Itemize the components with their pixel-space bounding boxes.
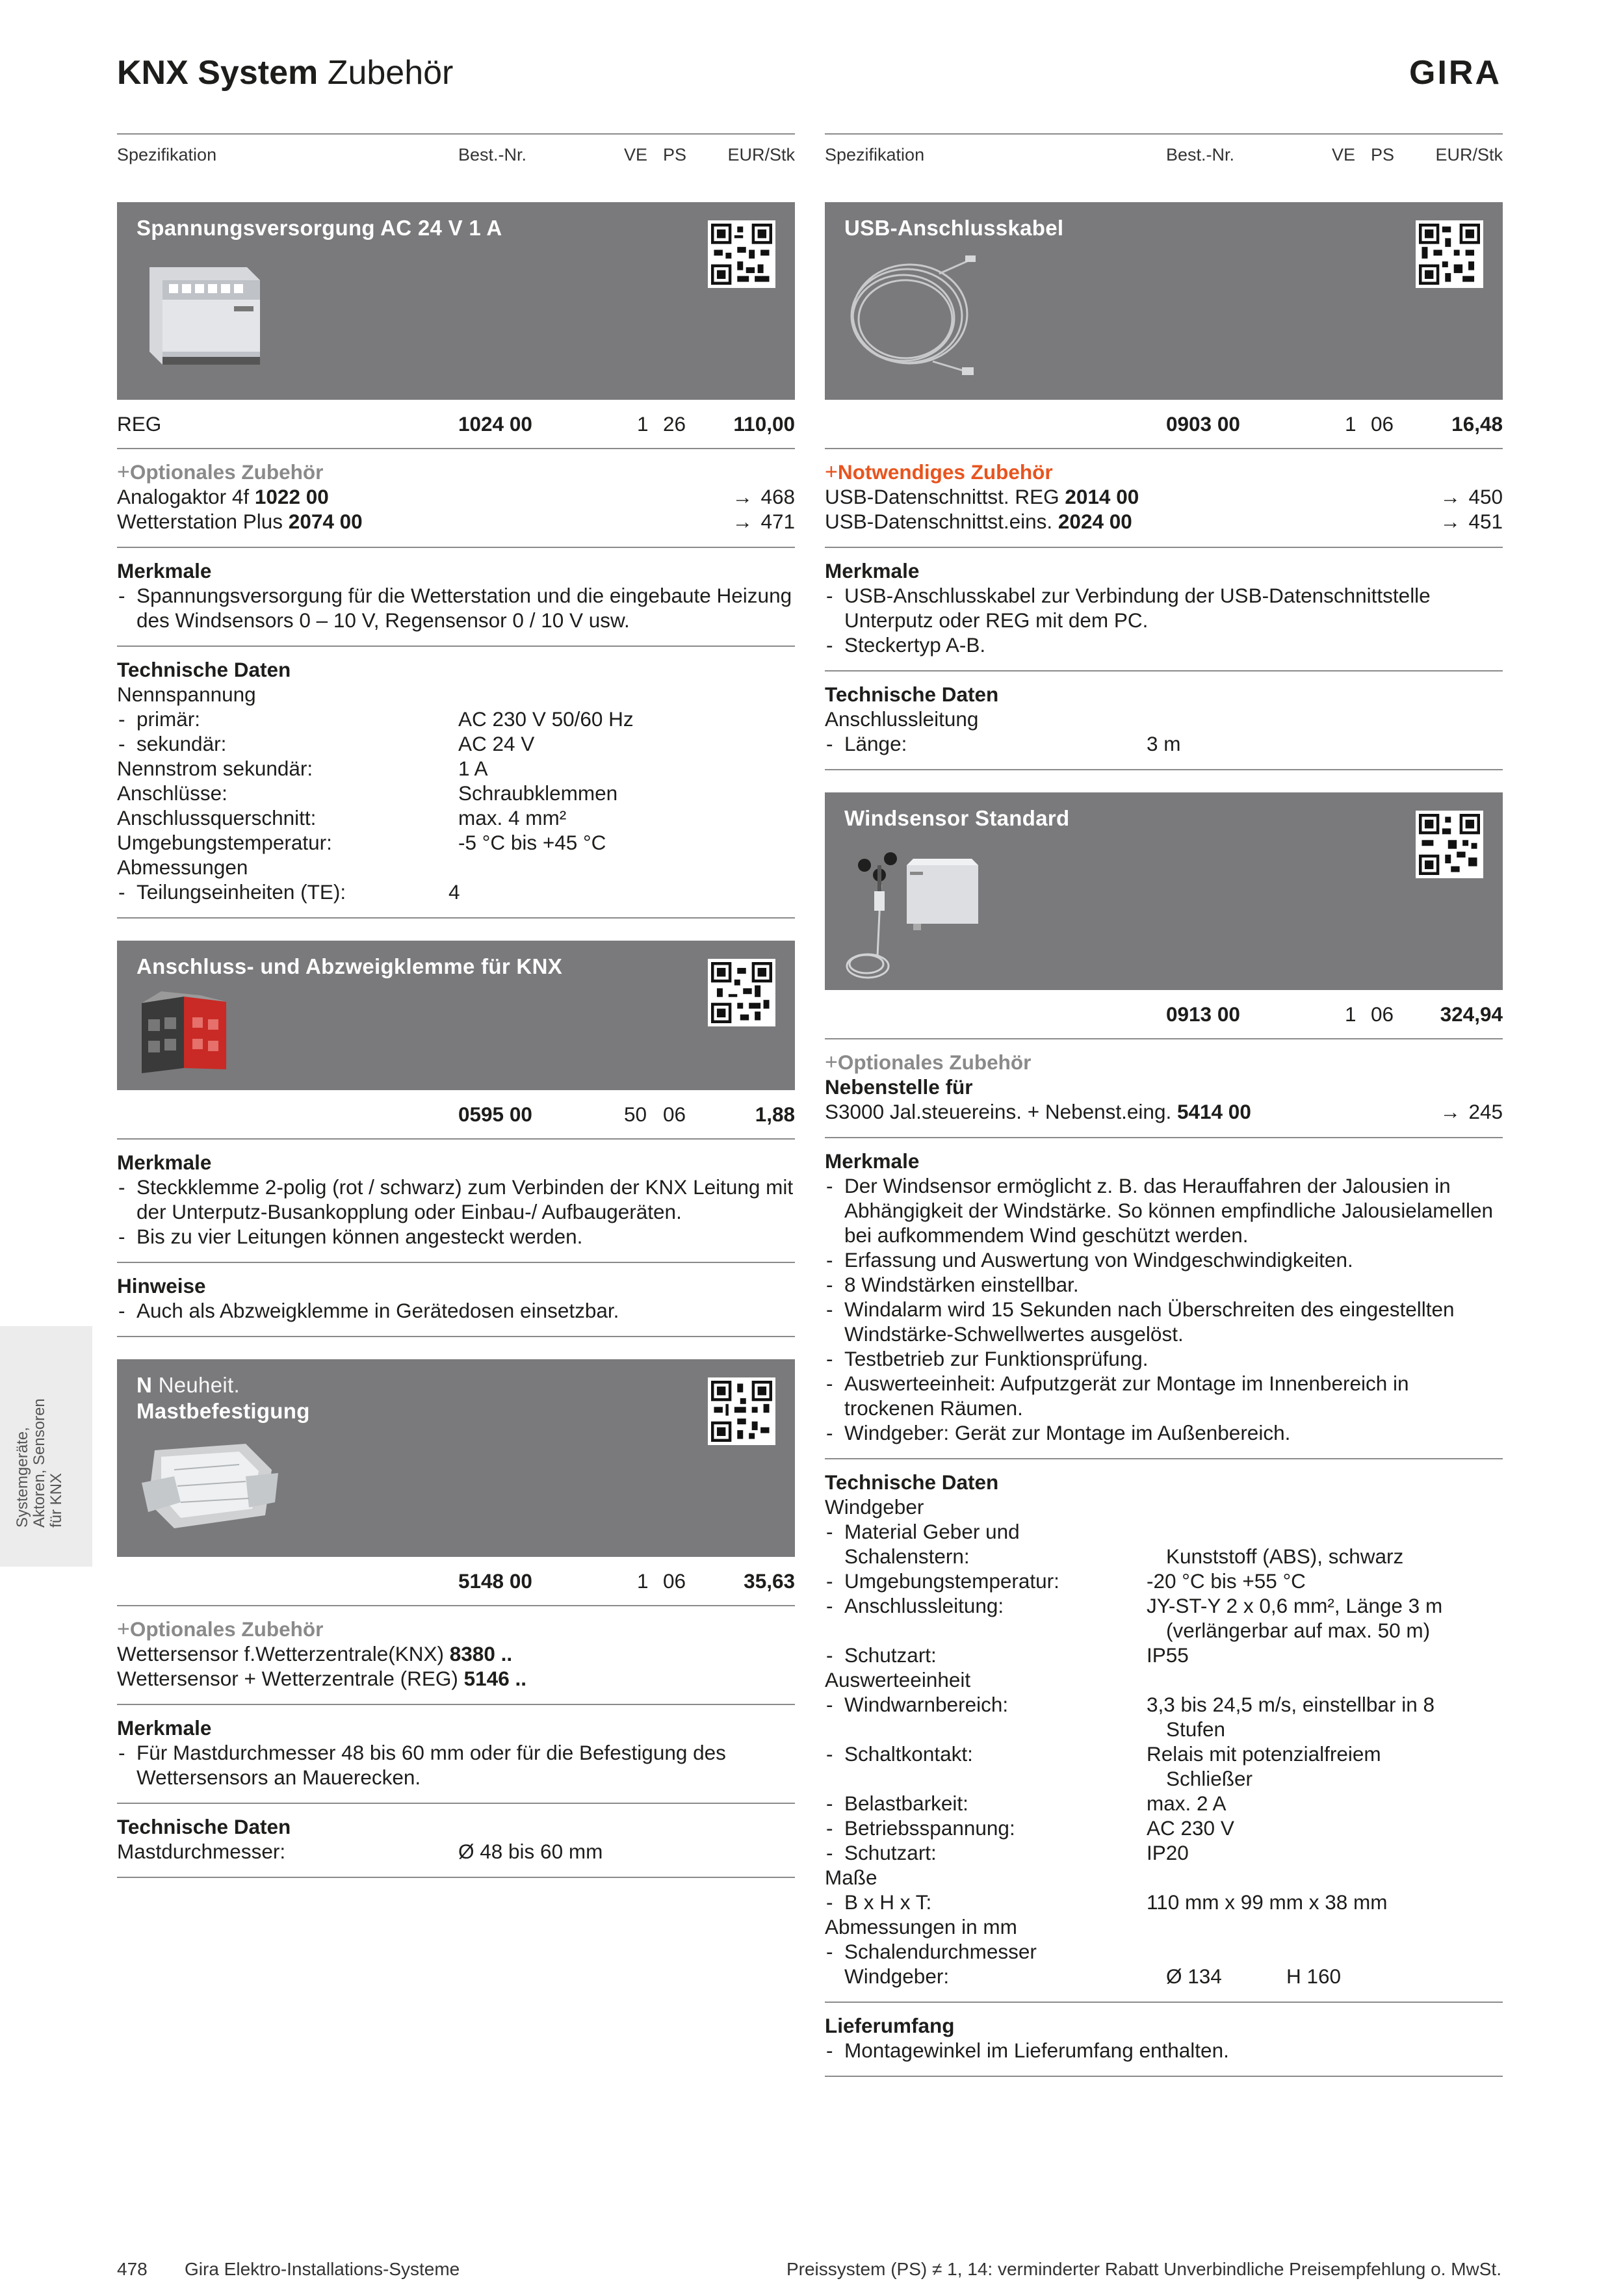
- technical-data-section: Technische Daten Windgeber - Material Geber und Schalenstern: Kunststoff (ABS), schwarz - Umgebungstemperatur: -20 °C bis +55 °C - Anschlussleitung: JY-ST-Y 2 x 0,6 mm², Länge 3 m (verlängerbar auf max. 50 m) - Schutzart: IP55 Auswerteeinheit - Windwarnbereich: 3,3 bis 24,5 m/s, einstellbar in 8 Stufen - Schaltkontakt: Relais mit potenzialfreiem Schließer - Belastbarkeit: max. 2 A - Betriebsspannung: AC 230 V - Schutzart: IP20 Maße - B x H x T: 110 mm x 99 mm x 38 mm Abmessungen in mm - Schalendurchmesser Windgeber: Ø 134 H 160: [825, 1459, 1503, 2003]
- power-supply-device-image: [136, 254, 266, 378]
- features-section: Merkmale - Steckklemme 2-polig (rot / schwarz) zum Verbinden der KNX Leitung mit der Unterputz-Busankopplung oder Einbau-/ Aufbaugeräten. - Bis zu vier Leitungen können angesteckt werden.: [117, 1140, 795, 1263]
- right-column: [825, 133, 1503, 2077]
- mast-bracket-image: [135, 1431, 285, 1548]
- product-title: USB-Anschlusskabel: [844, 216, 1064, 240]
- column-header: Spezifikation Best.-Nr. VE PS EUR/Stk: [825, 133, 1503, 172]
- features-section: Merkmale - Für Mastdurchmesser 48 bis 60 mm oder für die Befestigung des Wettersensors an Mauerecken.: [117, 1705, 795, 1804]
- features-section: Merkmale - USB-Anschlusskabel zur Verbindung der USB-Datenschnittstelle Unterputz oder REG mit dem PC. - Steckertyp A-B.: [825, 548, 1503, 672]
- delivery-scope-section: Lieferumfang - Montagewinkel im Lieferumfang enthalten.: [825, 2003, 1503, 2077]
- footer-company: Gira Elektro-Installations-Systeme: [185, 2259, 460, 2279]
- optional-accessories: +Optionales Zubehör Wettersensor f.Wetterzentrale(KNX) 8380 .. Wettersensor + Wetterzentrale (REG) 5146 ..: [117, 1606, 795, 1705]
- qr-code-icon[interactable]: [708, 959, 775, 1026]
- column-header: Spezifikation Best.-Nr. VE PS EUR/Stk: [117, 133, 795, 172]
- page-number: 478: [117, 2259, 148, 2279]
- terminal-clamp-image: [135, 990, 233, 1075]
- technical-data-section: Technische Daten Anschlussleitung - Länge: 3 m: [825, 672, 1503, 770]
- order-row: 0903 00 1 06 16,48: [825, 400, 1503, 449]
- required-accessories: +Notwendiges Zubehör USB-Datenschnittst. REG 2014 00 → 450 USB-Datenschnittst.eins. 2024 00 → 451: [825, 449, 1503, 548]
- accessory-link[interactable]: S3000 Jal.steuereins. + Nebenst.eing. 5414 00 → 245: [825, 1100, 1503, 1123]
- qr-code-icon[interactable]: [708, 220, 775, 288]
- product-title: Spannungsversorgung AC 24 V 1 A: [136, 216, 502, 240]
- accessory-link[interactable]: USB-Datenschnittst.eins. 2024 00 → 451: [825, 510, 1503, 533]
- page-title: KNX System Zubehör: [117, 54, 454, 92]
- left-column: [117, 133, 795, 1878]
- product-card-windsensor: [825, 792, 1503, 990]
- wind-sensor-image: [842, 839, 991, 982]
- qr-code-icon[interactable]: [708, 1377, 775, 1445]
- qr-code-icon[interactable]: [1416, 811, 1483, 878]
- product-card-usb-kabel: [825, 202, 1503, 400]
- technical-data-section: Technische Daten Nennspannung - primär: AC 230 V 50/60 Hz - sekundär: AC 24 V Nennstrom sekundär: 1 A Anschlüsse: Schraubklemmen Anschlussquerschnitt: max. 4 mm² Umgebungstemperatur: -5 °C bis +45 °C Abmessungen - Teilungseinheiten (TE): 4: [117, 647, 795, 919]
- product-title: N Neuheit. Mastbefestigung: [136, 1373, 310, 1423]
- order-row: REG 1024 00 1 26 110,00: [117, 400, 795, 449]
- accessory-link[interactable]: Wetterstation Plus 2074 00 → 471: [117, 510, 795, 533]
- product-title: Windsensor Standard: [844, 806, 1070, 830]
- features-section: Merkmale - Der Windsensor ermöglicht z. B. das Herauffahren der Jalousien in Abhängigkeit der Windstärke. So können empfindliche Jalousielamellen bei aufkommendem Wind geschützt werden. - Erfassung und Auswertung von Windgeschwindigkeiten. - 8 Windstärken einstellbar. - Windalarm wird 15 Sekunden nach Überschreiten des eingestellten Windstärke-Schwellwertes ausgelöst. - Testbetrieb zur Funktionsprüfung. - Auswerteeinheit: Aufputzgerät zur Montage im Innenbereich in trockenen Räumen. - Windgeber: Gerät zur Montage im Außenbereich.: [825, 1138, 1503, 1459]
- product-card-spannungsversorgung: [117, 202, 795, 400]
- order-row: 0595 00 50 06 1,88: [117, 1090, 795, 1140]
- notes-section: Hinweise - Auch als Abzweigklemme in Gerätedosen einsetzbar.: [117, 1263, 795, 1337]
- gira-logo: GIRA: [1409, 54, 1501, 92]
- optional-accessories: +Optionales Zubehör Analogaktor 4f 1022 00 → 468 Wetterstation Plus 2074 00 → 471: [117, 449, 795, 548]
- features-section: Merkmale - Spannungsversorgung für die Wetterstation und die eingebaute Heizung des Windsensors 0 – 10 V, Regensensor 0 / 10 V usw.: [117, 548, 795, 647]
- product-title: Anschluss- und Abzweigklemme für KNX: [136, 954, 563, 978]
- usb-cable-image: [842, 248, 978, 378]
- footer-note: Preissystem (PS) ≠ 1, 14: verminderter Rabatt Unverbindliche Preisempfehlung o. MwSt.: [786, 2259, 1501, 2279]
- side-tab-label: Systemgeräte, Aktoren, Sensoren für KNX: [14, 1398, 65, 1528]
- accessory-link[interactable]: Wettersensor f.Wetterzentrale(KNX) 8380 ..: [117, 1642, 513, 1665]
- optional-accessories: +Optionales Zubehör Nebenstelle für S3000 Jal.steuereins. + Nebenst.eing. 5414 00 → 245: [825, 1039, 1503, 1138]
- product-card-mastbefestigung: [117, 1359, 795, 1557]
- accessory-link[interactable]: USB-Datenschnittst. REG 2014 00 → 450: [825, 485, 1503, 508]
- accessory-link[interactable]: Analogaktor 4f 1022 00 → 468: [117, 485, 795, 508]
- qr-code-icon[interactable]: [1416, 220, 1483, 288]
- accessory-link[interactable]: Wettersensor + Wetterzentrale (REG) 5146 ..: [117, 1667, 526, 1690]
- technical-data-section: Technische Daten Mastdurchmesser: Ø 48 bis 60 mm: [117, 1804, 795, 1878]
- order-row: 0913 00 1 06 324,94: [825, 990, 1503, 1039]
- order-row: 5148 00 1 06 35,63: [117, 1557, 795, 1606]
- product-card-anschlussklemme: [117, 941, 795, 1090]
